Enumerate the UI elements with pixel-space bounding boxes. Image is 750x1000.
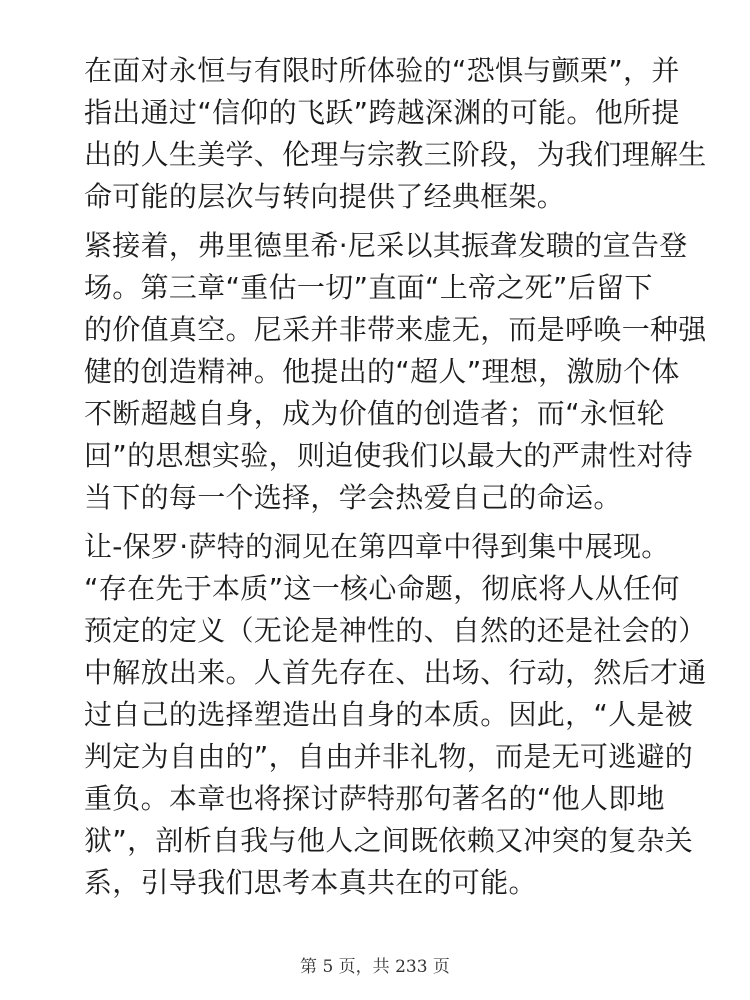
text-line: 指出通过“信仰的飞跃”跨越深渊的可能。他所提: [84, 96, 680, 129]
text-line: 判定为自由的”，自由并非礼物，而是无可逃避的: [84, 740, 694, 773]
text-line: 紧接着，弗里德里希·尼采以其振聋发聩的宣告登: [84, 229, 688, 262]
text-line: 场。第三章“重估一切”直面“上帝之死”后留下: [84, 271, 653, 304]
text-line: 过自己的选择塑造出自身的本质。因此，“人是被: [84, 698, 694, 731]
text-line: 命可能的层次与转向提供了经典框架。: [84, 180, 566, 213]
text-line: 的价值真空。尼采并非带来虚无，而是呼唤一种强: [84, 313, 707, 346]
text-line: 狱”，剖析自我与他人之间既依赖又冲突的复杂关: [84, 824, 694, 857]
text-line: 当下的每一个选择，学会热爱自己的命运。: [84, 481, 622, 514]
text-line: 中解放出来。人首先存在、出场、行动，然后才通: [84, 656, 707, 689]
text-line: 健的创造精神。他提出的“超人”理想，激励个体: [84, 355, 680, 388]
text-line: 让-保罗·萨特的洞见在第四章中得到集中展现。: [84, 530, 670, 563]
text-line: 在面对永恒与有限时所体验的“恐惧与颤栗”，并: [84, 54, 680, 87]
paragraph-sartre: [84, 526, 707, 904]
text-line: 系，引导我们思考本真共在的可能。: [84, 866, 537, 899]
page-number-footer: 第 5 页，共 233 页: [300, 957, 450, 977]
paragraph-nietzsche: [84, 225, 707, 519]
text-line: 不断超越自身，成为价值的创造者；而“永恒轮: [84, 397, 665, 430]
text-line: 回”的思想实验，则迫使我们以最大的严肃性对待: [84, 439, 694, 472]
paragraph-kierkegaard: [84, 50, 707, 218]
text-line: “存在先于本质”这一核心命题，彻底将人从任何: [84, 572, 680, 605]
body-text: [84, 50, 707, 911]
text-line: 预定的定义（无论是神性的、自然的还是社会的）: [84, 614, 707, 647]
text-line: 出的人生美学、伦理与宗教三阶段，为我们理解生: [84, 138, 707, 171]
text-line: 重负。本章也将探讨萨特那句著名的“他人即地: [84, 782, 665, 815]
